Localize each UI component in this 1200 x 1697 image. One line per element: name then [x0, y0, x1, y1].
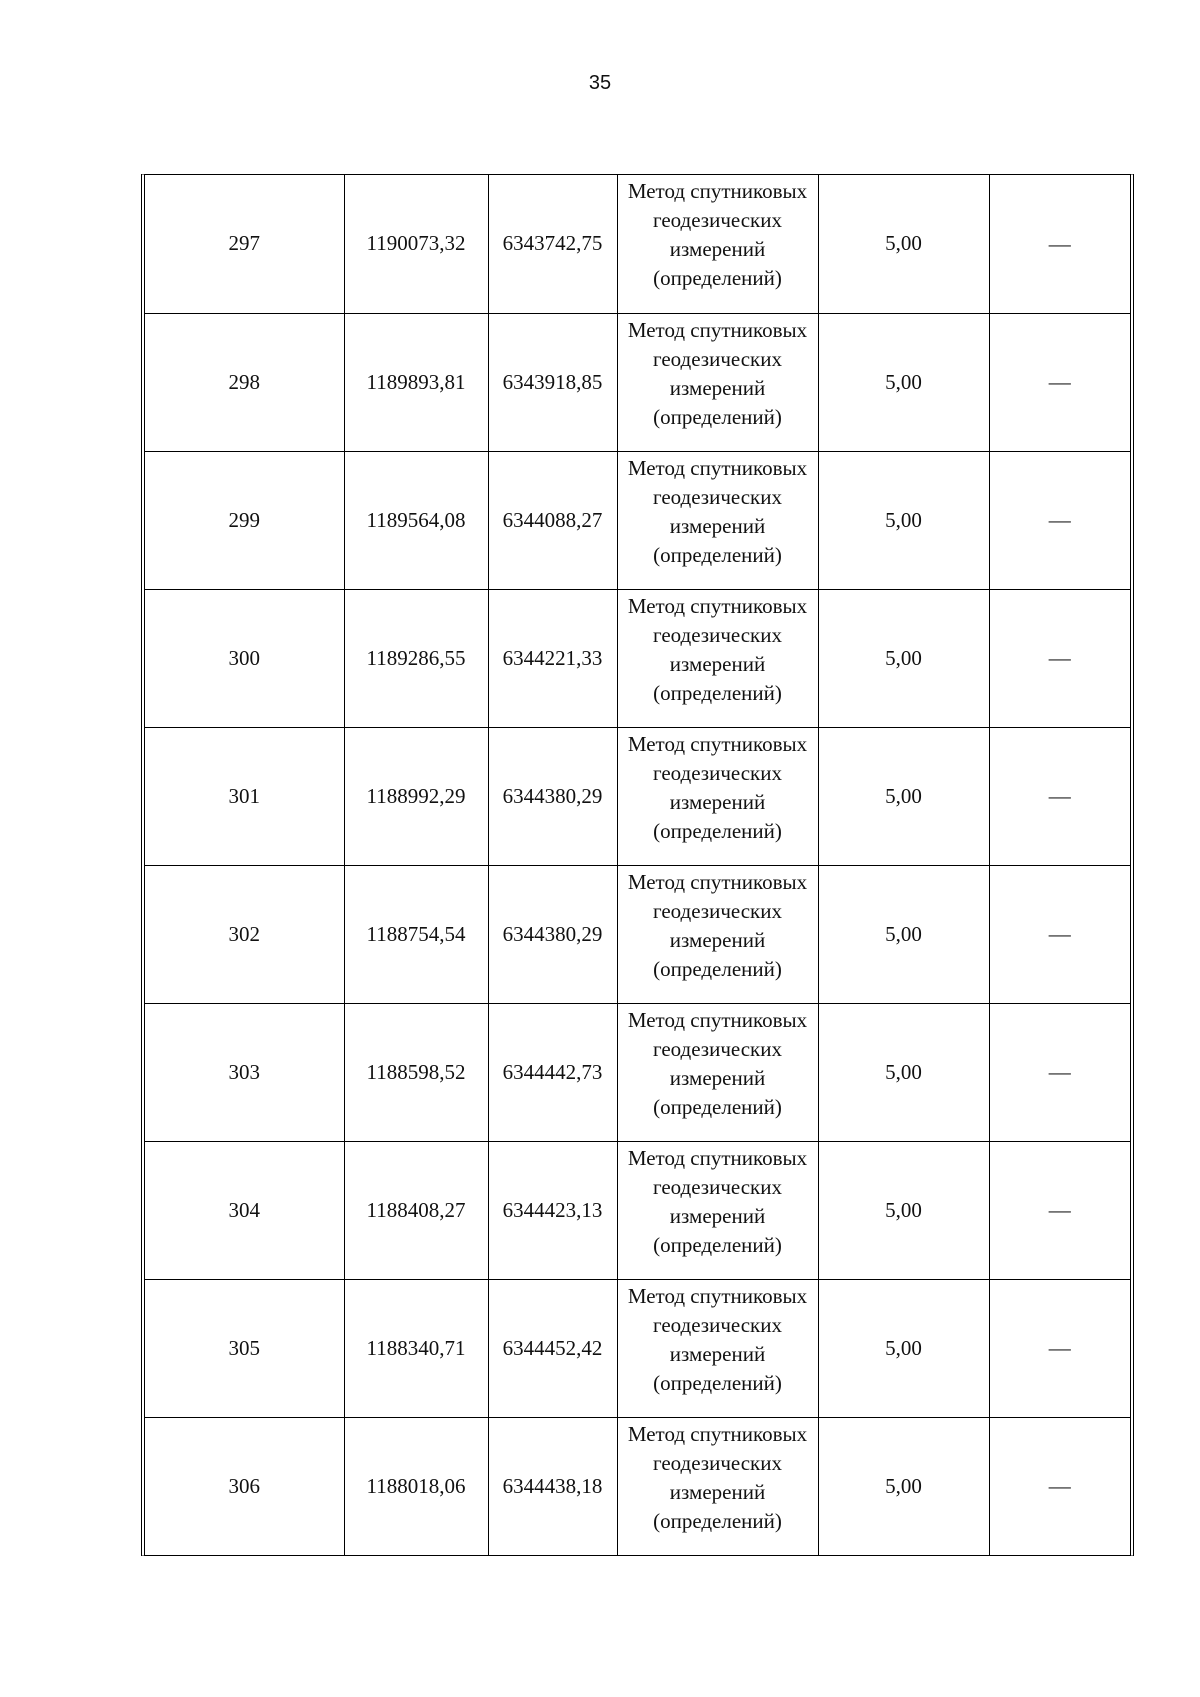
y-coordinate: 6343918,85 [502, 369, 603, 394]
x-coordinate-cell [344, 1417, 488, 1555]
x-coordinate: 1188408,27 [366, 1197, 466, 1222]
accuracy-cell [818, 175, 989, 313]
note-cell [989, 1279, 1130, 1417]
method-cell [617, 1141, 818, 1279]
note-cell [989, 1141, 1130, 1279]
method-line: (определений) [653, 680, 782, 705]
method-cell [617, 1003, 818, 1141]
note-cell [989, 313, 1130, 451]
method-line: (определений) [653, 956, 782, 981]
x-coordinate-cell [344, 727, 488, 865]
table-row [145, 1279, 1130, 1417]
point-number-cell [145, 313, 344, 451]
method-cell [617, 865, 818, 1003]
method-line: геодезических [652, 1174, 782, 1199]
method-line: измерений [669, 1341, 766, 1366]
method-line: геодезических [652, 1036, 782, 1061]
method-line: Метод спутниковых [627, 455, 808, 480]
method-line: (определений) [653, 404, 782, 429]
x-coordinate-cell [344, 1279, 488, 1417]
method-line: Метод спутниковых [627, 1421, 808, 1446]
accuracy-value: 5,00 [885, 1197, 922, 1222]
note-dash: — [1048, 1197, 1071, 1222]
accuracy-value: 5,00 [885, 645, 922, 670]
point-number: 298 [228, 369, 260, 394]
point-number-cell [145, 1279, 344, 1417]
y-coordinate: 6344380,29 [502, 783, 603, 808]
note-dash: — [1048, 1473, 1071, 1499]
method-line: (определений) [653, 1508, 782, 1533]
accuracy-cell [818, 589, 989, 727]
table-row [145, 313, 1130, 451]
table-row [145, 589, 1130, 727]
accuracy-cell [818, 313, 989, 451]
method-line: геодезических [652, 346, 782, 371]
point-number: 302 [228, 921, 260, 946]
x-coordinate-cell [344, 589, 488, 727]
method-line: измерений [669, 927, 766, 952]
note-dash: — [1048, 783, 1071, 808]
method-line: Метод спутниковых [627, 731, 808, 756]
x-coordinate: 1188754,54 [366, 921, 466, 946]
x-coordinate: 1188992,29 [366, 783, 466, 808]
method-line: Метод спутниковых [627, 179, 808, 203]
y-coordinate: 6344088,27 [502, 507, 603, 532]
x-coordinate: 1189286,55 [366, 645, 466, 670]
point-number-cell [145, 727, 344, 865]
method-line: Метод спутниковых [627, 869, 808, 894]
method-cell [617, 1417, 818, 1555]
accuracy-value: 5,00 [885, 1473, 922, 1498]
accuracy-value: 5,00 [885, 1335, 922, 1360]
y-coordinate: 6344452,42 [502, 1335, 603, 1360]
table-row [145, 175, 1130, 313]
method-line: геодезических [652, 484, 782, 509]
method-line: измерений [669, 1203, 766, 1228]
method-line: Метод спутниковых [627, 593, 808, 618]
point-number-cell [145, 589, 344, 727]
method-line: измерений [669, 375, 766, 400]
note-cell [989, 451, 1130, 589]
y-coordinate-cell [488, 1279, 617, 1417]
table-row [145, 451, 1130, 589]
method-line: измерений [669, 789, 766, 814]
accuracy-value: 5,00 [885, 783, 922, 808]
y-coordinate-cell [488, 1417, 617, 1555]
point-number: 304 [228, 1197, 260, 1222]
method-line: геодезических [652, 898, 782, 923]
accuracy-value: 5,00 [885, 507, 922, 532]
accuracy-value: 5,00 [885, 369, 922, 394]
y-coordinate-cell [488, 313, 617, 451]
table-row [145, 1417, 1130, 1555]
point-number-cell [145, 175, 344, 313]
accuracy-cell [818, 1279, 989, 1417]
y-coordinate-cell [488, 1003, 617, 1141]
point-number: 301 [228, 783, 260, 808]
method-line: измерений [669, 651, 766, 676]
note-cell [989, 727, 1130, 865]
method-line: (определений) [653, 266, 782, 290]
y-coordinate: 6343742,75 [502, 231, 603, 256]
coordinates-table [141, 174, 1134, 1556]
y-coordinate-cell [488, 865, 617, 1003]
y-coordinate-cell [488, 175, 617, 313]
x-coordinate: 1188598,52 [366, 1059, 466, 1084]
x-coordinate-cell [344, 1003, 488, 1141]
method-line: геодезических [652, 1312, 782, 1337]
x-coordinate: 1189564,08 [366, 507, 466, 532]
method-line: измерений [669, 513, 766, 538]
table-row [145, 1141, 1130, 1279]
method-cell [617, 313, 818, 451]
x-coordinate: 1189893,81 [366, 369, 466, 394]
point-number-cell [145, 451, 344, 589]
method-line: геодезических [652, 208, 782, 232]
y-coordinate: 6344423,13 [502, 1197, 603, 1222]
method-line: (определений) [653, 542, 782, 567]
note-cell [989, 1417, 1130, 1555]
method-line: (определений) [653, 1232, 782, 1257]
accuracy-cell [818, 865, 989, 1003]
method-line: Метод спутниковых [627, 317, 808, 342]
x-coordinate-cell [344, 1141, 488, 1279]
method-line: измерений [669, 1065, 766, 1090]
accuracy-value: 5,00 [885, 1059, 922, 1084]
x-coordinate-cell [344, 451, 488, 589]
accuracy-value: 5,00 [885, 231, 922, 256]
x-coordinate-cell [344, 865, 488, 1003]
note-dash: — [1048, 369, 1071, 394]
y-coordinate-cell [488, 1141, 617, 1279]
point-number: 305 [228, 1335, 260, 1360]
accuracy-cell [818, 1003, 989, 1141]
point-number: 299 [228, 507, 260, 532]
method-line: геодезических [652, 1450, 782, 1475]
method-line: измерений [669, 237, 766, 261]
point-number-cell [145, 1141, 344, 1279]
method-cell [617, 175, 818, 313]
x-coordinate-cell [344, 175, 488, 313]
accuracy-cell [818, 727, 989, 865]
method-cell [617, 589, 818, 727]
note-dash: — [1048, 645, 1071, 670]
note-cell [989, 175, 1130, 313]
table-body [145, 175, 1130, 1555]
note-cell [989, 1003, 1130, 1141]
point-number-cell [145, 865, 344, 1003]
method-line: Метод спутниковых [627, 1145, 808, 1170]
point-number-cell [145, 1417, 344, 1555]
table-row [145, 865, 1130, 1003]
y-coordinate-cell [488, 727, 617, 865]
y-coordinate: 6344438,18 [502, 1473, 603, 1498]
note-cell [989, 865, 1130, 1003]
y-coordinate: 6344442,73 [502, 1059, 603, 1084]
method-cell [617, 727, 818, 865]
y-coordinate: 6344380,29 [502, 921, 603, 946]
method-line: (определений) [653, 818, 782, 843]
x-coordinate: 1190073,32 [366, 231, 466, 256]
method-line: измерений [669, 1479, 766, 1504]
method-cell [617, 451, 818, 589]
point-number-cell [145, 1003, 344, 1141]
point-number: 300 [228, 645, 260, 670]
point-number: 303 [228, 1059, 260, 1084]
note-dash: — [1048, 1335, 1071, 1360]
note-cell [989, 589, 1130, 727]
table-row [145, 1003, 1130, 1141]
x-coordinate: 1188340,71 [366, 1335, 466, 1360]
x-coordinate: 1188018,06 [366, 1473, 466, 1498]
y-coordinate: 6344221,33 [502, 645, 603, 670]
method-line: геодезических [652, 622, 782, 647]
table-row [145, 727, 1130, 865]
accuracy-cell [818, 1417, 989, 1555]
method-line: Метод спутниковых [627, 1007, 808, 1032]
method-line: Метод спутниковых [627, 1283, 808, 1308]
note-dash: — [1048, 507, 1071, 532]
point-number: 297 [228, 231, 260, 256]
note-dash: — [1048, 921, 1071, 946]
y-coordinate-cell [488, 451, 617, 589]
method-line: (определений) [653, 1094, 782, 1119]
method-line: (определений) [653, 1370, 782, 1395]
x-coordinate-cell [344, 313, 488, 451]
page-number: 35 [588, 72, 612, 94]
point-number: 306 [228, 1473, 260, 1498]
y-coordinate-cell [488, 589, 617, 727]
accuracy-value: 5,00 [885, 921, 922, 946]
note-dash: — [1048, 1059, 1071, 1084]
method-line: геодезических [652, 760, 782, 785]
accuracy-cell [818, 1141, 989, 1279]
method-cell [617, 1279, 818, 1417]
note-dash: — [1048, 230, 1071, 256]
accuracy-cell [818, 451, 989, 589]
